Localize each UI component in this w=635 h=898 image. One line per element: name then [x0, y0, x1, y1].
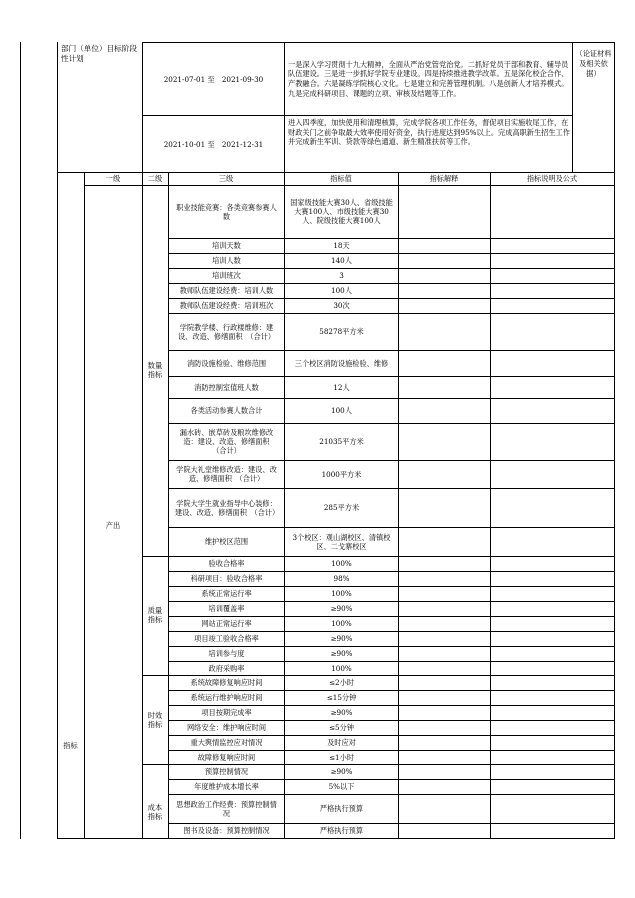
indicator-name: 网络安全：维护响应时间: [186, 723, 267, 732]
period-1-content: 一是深入学习贯彻十九大精神，全面从严治党管党治党。二抓好党员干部和教育、辅导员队伍建设。三是进一步抓好学院专业建设。四是持续推进教学改革。五是深化校企合作、产教融合。六是凝练学院核心文化。七是建立和完善管理机制。八是创新人才培养模式。九是完成科研项目、课题的立项、审核及结题等工作。: [288, 59, 569, 98]
indicator-value: ≥90%: [330, 604, 353, 613]
output-label: 产出: [105, 520, 121, 530]
indicator-value: 12人: [333, 382, 350, 392]
plan-label: 部门（单位）目标阶段性计划: [61, 44, 137, 63]
header-level3: 三级: [218, 174, 234, 183]
indicator-name: 网站正常运行率: [201, 619, 252, 628]
period-1-date: 2021-07-01 至 2021-09-30: [163, 74, 264, 84]
indicator-value: 3: [339, 271, 344, 280]
indicator-value: 285平方米: [323, 503, 360, 512]
indicator-value: ≤1小时: [329, 752, 354, 762]
indicator-name: 政府采购率: [208, 663, 245, 673]
indicator-name: 项目按期完成率: [201, 708, 252, 717]
header-formula: 指标说明及公式: [526, 174, 578, 183]
indicator-name: 学院教学楼、行政楼维修：建设、改造、修缮面积 （合计）: [177, 322, 276, 341]
indicator-value: ≤2小时: [329, 678, 354, 687]
indicator-name: 职业技能竞赛：各类竞赛参赛人数: [176, 202, 277, 221]
indicator-name: 培训人数: [212, 256, 241, 265]
indicator-name: 学院大礼堂维修改造：建设、改造、修缮面积 （合计）: [176, 465, 277, 483]
header-level1: 一级: [105, 174, 121, 183]
indicator-value: 100%: [331, 589, 352, 598]
side-note: （论证材料及相关依据）: [575, 49, 612, 78]
indicator-value: 国家级技能大赛30人、省级技能大赛100人、市级技能大赛30人、院级技能大赛100人: [290, 198, 393, 225]
group-quality: 质量指标: [147, 606, 163, 624]
indicator-value: ≥90%: [330, 708, 353, 717]
indicator-value: 18天: [333, 241, 350, 250]
indicator-name: 科研项目：验收合格率: [190, 574, 263, 583]
indicator-value: ≥90%: [330, 634, 353, 643]
indicator-label: 指标: [63, 740, 78, 750]
indicator-name: 教师队伍建设经费：培训班次: [179, 301, 274, 310]
group-timeliness: 时效指标: [147, 711, 163, 729]
indicator-value: ≤5分钟: [329, 723, 354, 732]
indicator-name: 预算控制情况: [204, 767, 249, 776]
indicator-name: 消防设施检验、维修范围: [186, 358, 267, 368]
indicator-name: 系统故障修复响应时间: [190, 678, 263, 687]
indicator-value: 及时应对: [327, 738, 356, 747]
indicator-name: 思想政治工作经费：预算控制情况: [176, 799, 277, 818]
indicator-value: 21035平方米: [319, 437, 364, 446]
indicator-name: 系统运行维护响应时间: [190, 693, 263, 702]
indicator-name: 故障修复响应时间: [197, 752, 256, 762]
indicator-name: 教师队伍建设经费：培训人数: [179, 286, 274, 295]
indicator-value: 3个校区：观山湖校区、清镇校区、二戈寨校区: [292, 532, 391, 551]
indicator-name: 培训天数: [212, 241, 241, 250]
header-level2: 二级: [147, 174, 163, 183]
indicator-name: 重大舆情监控应对情况: [190, 738, 263, 747]
indicator-value: 100人: [331, 406, 352, 415]
indicator-name: 各类活动参赛人数合计: [190, 406, 263, 415]
indicator-name: 消防控制室值班人数: [194, 382, 259, 392]
indicator-name: 验收合格率: [208, 559, 245, 568]
indicator-value: 98%: [333, 574, 350, 583]
indicator-value: 严格执行预算: [319, 826, 364, 835]
indicator-value: 1000平方米: [321, 469, 362, 479]
period-2-date: 2021-10-01 至 2021-12-31: [163, 139, 264, 149]
indicator-value: ≥90%: [330, 649, 353, 658]
header-explanation: 指标解释: [429, 174, 459, 183]
indicator-name: 年度维护成本增长率: [194, 782, 259, 791]
indicator-name: 培训参与度: [208, 649, 245, 658]
indicator-value: 5%以下: [328, 782, 355, 791]
indicator-name: 维护校区范围: [204, 537, 249, 546]
indicator-value: ≥90%: [330, 767, 353, 776]
group-quantity: 数量指标: [147, 361, 163, 379]
indicator-value: 30次: [333, 301, 350, 310]
indicator-value: 58278平方米: [319, 327, 364, 336]
indicator-name: 项目竣工验收合格率: [194, 634, 259, 643]
indicator-value: 100%: [331, 559, 352, 568]
indicator-value: 100%: [331, 619, 352, 628]
indicator-name: 学院大学生就业指导中心装修：建设、改造、修缮面积 （合计）: [175, 498, 280, 517]
indicator-name: 培训覆盖率: [208, 604, 245, 613]
indicator-name: 漏水砖、嵌草砖及粮坎维修改造：建设、改造、修缮面积 （合计）: [179, 428, 277, 455]
group-cost: 成本指标: [147, 803, 163, 821]
indicator-value: 严格执行预算: [319, 804, 364, 813]
header-value: 指标值: [330, 174, 352, 183]
indicator-value: 100%: [331, 663, 352, 673]
indicator-value: 100人: [331, 286, 352, 295]
indicator-name: 图书及设备：预算控制情况: [183, 826, 270, 835]
indicator-name: 系统正常运行率: [201, 589, 252, 598]
indicator-value: 三个校区消防设施检验、维修: [294, 358, 389, 368]
indicator-value: ≤15分钟: [326, 693, 357, 702]
indicator-name: 培训班次: [212, 271, 241, 280]
indicator-value: 140人: [331, 256, 352, 265]
period-2-content: 进入四季度，加快使用和清理核算，完成学院各项工作任务，督促项目实施收尾工作，在财政关门之前争取最大效率使用好资金，执行进度达到95%以上。完成高职新生招生工作并完成新生军训、贷款等绿色通道、新生精准扶贫等工作。: [288, 118, 570, 147]
